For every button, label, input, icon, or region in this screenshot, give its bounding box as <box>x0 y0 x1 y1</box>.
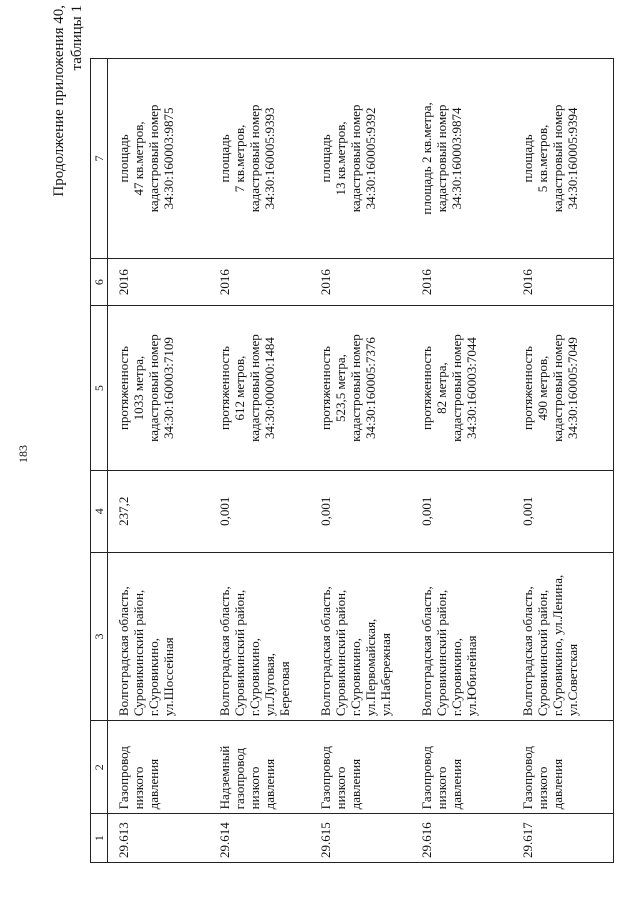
address-cell-line: Волгоградская область, <box>116 586 131 717</box>
notes-cell-line: кадастровый номер <box>247 104 262 213</box>
extent-cell <box>512 306 614 470</box>
notes-cell-line: 34:30:160003:9875 <box>161 107 176 210</box>
address-cell-line: Суровикинский район, <box>131 589 146 717</box>
extent-cell <box>108 306 210 470</box>
notes-cell-line: кадастровый номер <box>146 104 161 213</box>
object-name-cell-line: Надземный <box>217 745 232 810</box>
extent-cell-line: кадастровый номер <box>550 334 565 442</box>
address-cell-line: Суровикинский район, <box>535 589 550 717</box>
extent-cell-line: 34:30:000000:1484 <box>262 337 277 439</box>
extent-cell-line: протяженность <box>318 346 333 431</box>
object-name-cell-line: Газопровод низкого <box>419 746 449 810</box>
notes-cell-line: площадь 2 кв.метра, <box>419 102 434 215</box>
extent-cell-line: протяженность <box>419 346 434 431</box>
notes-cell <box>310 59 411 259</box>
address-cell <box>310 552 411 720</box>
row-number-cell: 29.616 <box>411 814 512 863</box>
property-table <box>90 58 614 863</box>
header-col-3: 3 <box>91 552 108 720</box>
extent-cell-line: кадастровый номер <box>449 334 464 442</box>
extent-cell-line: протяженность <box>520 346 535 431</box>
address-cell-line: Суровикинский район, <box>333 589 348 717</box>
table-row <box>512 59 614 863</box>
value-cell: 0,001 <box>310 470 411 552</box>
object-name-cell-line: газопровод низкого <box>232 747 262 810</box>
extent-cell-line: 82 метра, <box>434 362 449 414</box>
extent-cell-line: 1033 метра, <box>131 355 146 421</box>
caption-line-1: Продолжение приложения 40, <box>51 5 67 197</box>
address-cell <box>108 552 210 720</box>
address-cell-line: ул.Набережная <box>378 633 393 717</box>
address-cell-line: г.Суровикино, <box>449 638 464 717</box>
table-body <box>108 59 614 863</box>
notes-cell-line: 34:30:160005:9394 <box>565 107 580 210</box>
notes-cell-line: площадь <box>116 134 131 183</box>
year-cell: 2016 <box>512 258 614 306</box>
header-col-1: 1 <box>91 814 108 863</box>
address-cell-line: г.Суровикино, ул.Ленина, <box>550 574 565 717</box>
extent-cell-line: протяженность <box>217 346 232 431</box>
extent-cell-line: 523,5 метра, <box>333 354 348 422</box>
value-cell: 237,2 <box>108 470 210 552</box>
extent-cell-line: 490 метров, <box>535 355 550 421</box>
object-name-cell-line: Газопровод низкого <box>116 746 146 810</box>
header-col-6: 6 <box>91 258 108 306</box>
address-cell-line: г.Суровикино, <box>146 638 161 717</box>
value-cell: 0,001 <box>411 470 512 552</box>
object-name-cell-line: давления <box>146 758 161 810</box>
extent-cell <box>209 306 310 470</box>
table-row <box>310 59 411 863</box>
notes-cell <box>209 59 310 259</box>
address-cell-line: Суровикинский район, <box>434 589 449 717</box>
extent-cell <box>310 306 411 470</box>
notes-cell <box>108 59 210 259</box>
extent-cell-line: 34:30:160005:7376 <box>363 337 378 439</box>
row-number-cell: 29.617 <box>512 814 614 863</box>
notes-cell-line: кадастровый номер <box>348 104 363 213</box>
extent-cell-line: протяженность <box>116 346 131 431</box>
header-row <box>91 59 108 863</box>
address-cell-line: Волгоградская область, <box>217 586 232 717</box>
object-name-cell <box>310 721 411 814</box>
table-row <box>209 59 310 863</box>
extent-cell-line: 34:30:160003:7109 <box>161 337 176 439</box>
address-cell-line: ул.Первомайская, <box>363 618 378 717</box>
address-cell-line: ул.Юбилейная <box>464 635 479 717</box>
extent-cell-line: 34:30:160003:7044 <box>464 337 479 439</box>
year-cell: 2016 <box>108 258 210 306</box>
row-number-cell: 29.615 <box>310 814 411 863</box>
notes-cell-line: кадастровый номер <box>550 104 565 213</box>
year-cell: 2016 <box>310 258 411 306</box>
extent-cell-line: 612 метров, <box>232 355 247 421</box>
address-cell-line: Суровикинский район, <box>232 589 247 717</box>
header-col-7: 7 <box>91 59 108 259</box>
object-name-cell <box>108 721 210 814</box>
address-cell-line: ул.Советская <box>565 643 580 717</box>
notes-cell <box>512 59 614 259</box>
table-row <box>411 59 512 863</box>
header-col-5: 5 <box>91 306 108 470</box>
table-row <box>108 59 210 863</box>
address-cell-line: ул.Шоссейная <box>161 637 176 717</box>
extent-cell-line: 34:30:160005:7049 <box>565 337 580 439</box>
notes-cell-line: 7 кв.метров, <box>232 124 247 193</box>
address-cell-line: г.Суровикино, <box>348 638 363 717</box>
object-name-cell-line: Газопровод низкого <box>318 746 348 810</box>
value-cell: 0,001 <box>209 470 310 552</box>
extent-cell <box>411 306 512 470</box>
caption-line-2: таблицы 1 <box>69 5 85 71</box>
address-cell-line: Волгоградская область, <box>419 586 434 717</box>
notes-cell-line: 34:30:160005:9392 <box>363 107 378 210</box>
object-name-cell-line: давления <box>449 758 464 810</box>
address-cell-line: Волгоградская область, <box>520 586 535 717</box>
notes-cell <box>411 59 512 259</box>
address-cell-line: Волгоградская область, <box>318 586 333 717</box>
object-name-cell <box>209 721 310 814</box>
address-cell <box>209 552 310 720</box>
address-cell-line: ул.Луговая, <box>262 652 277 717</box>
row-number-cell: 29.614 <box>209 814 310 863</box>
address-cell <box>512 552 614 720</box>
object-name-cell <box>512 721 614 814</box>
object-name-cell <box>411 721 512 814</box>
notes-cell-line: площадь <box>318 134 333 183</box>
notes-cell-line: 47 кв.метров, <box>131 121 146 196</box>
value-cell: 0,001 <box>512 470 614 552</box>
notes-cell-line: 5 кв.метров, <box>535 124 550 193</box>
notes-cell-line: площадь <box>520 134 535 183</box>
notes-cell-line: 34:30:160003:9874 <box>449 107 464 210</box>
year-cell: 2016 <box>411 258 512 306</box>
extent-cell-line: кадастровый номер <box>247 334 262 442</box>
object-name-cell-line: давления <box>262 758 277 810</box>
object-name-cell-line: давления <box>348 758 363 810</box>
year-cell: 2016 <box>209 258 310 306</box>
notes-cell-line: площадь <box>217 134 232 183</box>
row-number-cell: 29.613 <box>108 814 210 863</box>
extent-cell-line: кадастровый номер <box>146 334 161 442</box>
notes-cell-line: 13 кв.метров, <box>333 121 348 196</box>
header-col-4: 4 <box>91 470 108 552</box>
address-cell <box>411 552 512 720</box>
object-name-cell-line: Газопровод низкого <box>520 746 550 810</box>
object-name-cell-line: давления <box>550 758 565 810</box>
notes-cell-line: кадастровый номер <box>434 104 449 213</box>
address-cell-line: Береговая <box>277 661 292 717</box>
header-col-2: 2 <box>91 721 108 814</box>
extent-cell-line: кадастровый номер <box>348 334 363 442</box>
page-number: 183 <box>15 445 30 463</box>
notes-cell-line: 34:30:160005:9393 <box>262 107 277 210</box>
address-cell-line: г.Суровикино, <box>247 638 262 717</box>
table-caption <box>50 5 86 205</box>
